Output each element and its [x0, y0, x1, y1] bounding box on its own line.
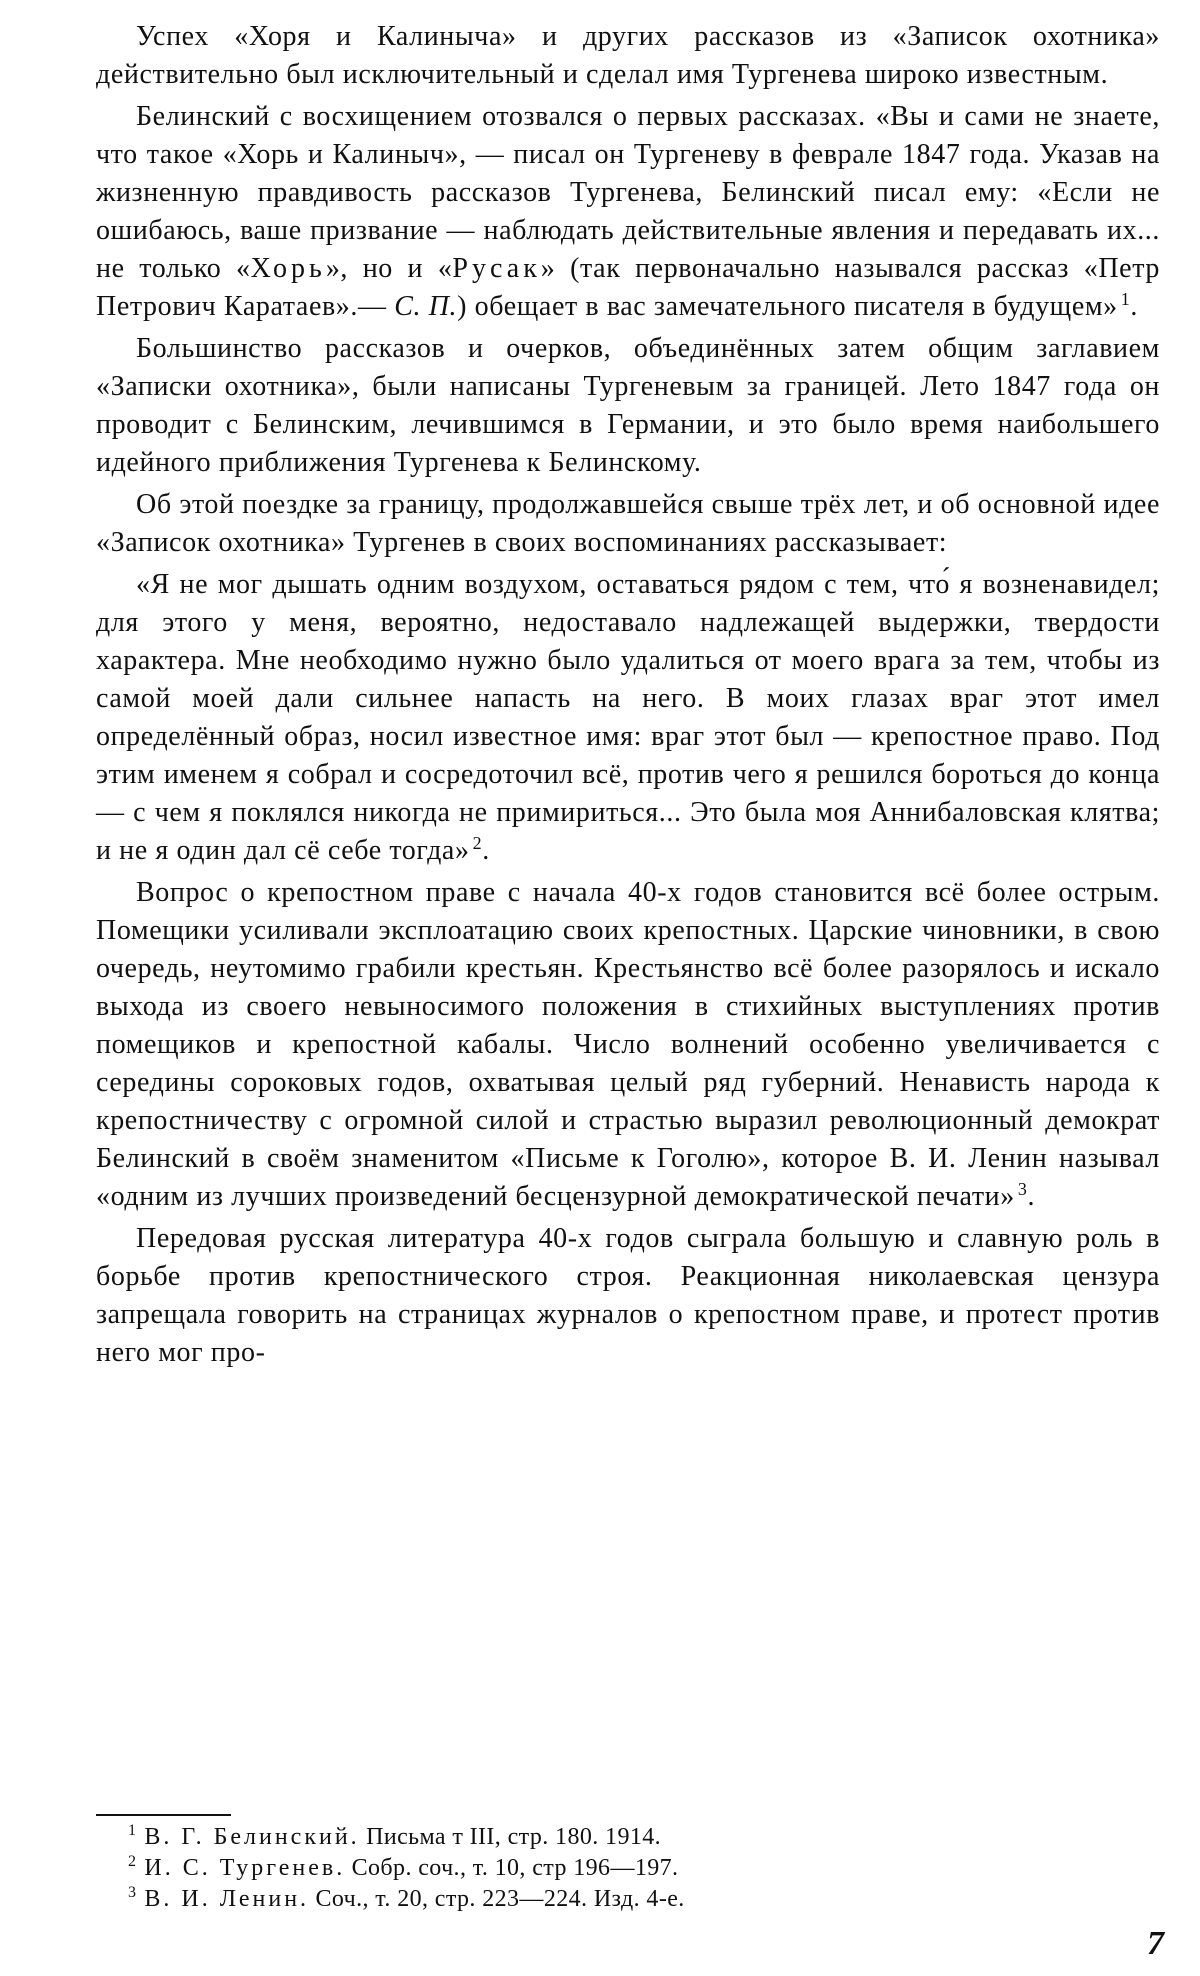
quotation-text: «Я не мог дышать одним воздухом, оставаться рядом с тем, что́ я возненавидел; для этого у меня, вероятно, недоставало надлежащей выдержки, твердости характера. Мне необходимо нужно было удалиться от моего врага за тем, чтобы из самой моей дали сильнее напасть на него. В моих глазах враг этот имел определённый образ, носил известное имя: враг этот был — крепостное право. Под этим именем я собрал и сосредоточил всё, против чего я решился бороться до конца — с чем я поклялся никогда не примириться... Это была моя Аннибаловская клятва; и не я один дал сё себе тогда» [96, 569, 1160, 866]
paragraph-2-text-before: Белинский с восхищением отозвался о первых рассказах. «Вы и сами не знаете, что такое «Хорь и Калиныч», — писал он Тургеневу в феврале 1847 года. Указав на жизненную правдивость рассказов Тургенева, Белинский писал ему: «Если не ошибаюсь, ваше призвание — наблюдать действительные явления и передавать их... не только « [96, 101, 1160, 284]
footnote-3 [128, 1884, 1128, 1915]
footnote-1-text: Письма т III, стр. 180. 1914. [366, 1824, 662, 1850]
footnote-ref-3[interactable]: 3 [1017, 1178, 1028, 1199]
paragraph-1-text: Успех «Хоря и Калиныча» и других рассказов из «Записок охотника» действительно был исключительный и сделал имя Тургенева широко известным. [96, 21, 1160, 90]
footnote-3-text: Соч., т. 20, стр. 223—224. Изд. 4-е. [315, 1886, 685, 1912]
paragraph-4 [96, 486, 1160, 562]
footnotes [128, 1822, 1128, 1915]
footnote-1-number: 1 [128, 1822, 137, 1839]
paragraph-2-text-after: » (так первоначально назывался рассказ «Петр Петрович Каратаев».— [96, 253, 1160, 322]
paragraph-2: Белинский с восхищением отозвался о первых рассказах. «Вы и сами не знаете, что такое «Хорь и Калиныч», — писал он Тургеневу в феврале 1847 года. Указав на жизненную правдивость рассказов Тургенева, Белинский писал ему: «Если не ошибаюсь, ваше призвание — наблюдать действительные явления и передавать их... не только «Хорь», но и «Русак» (так первоначально назывался рассказ «Петр Петрович Каратаев».— С. П.) обещает в вас замечательного писателя в будущем» $^1$. [96, 101, 1160, 322]
paragraph-4-text: Об этой поездке за границу, продолжавшейся свыше трёх лет, и об основной идее «Записок охотника» Тургенев в своих воспоминаниях рассказывает: [96, 489, 1160, 558]
paragraph-6: Вопрос о крепостном праве с начала 40-х годов становится всё более острым. Помещики усиливали эксплоатацию своих крепостных. Царские чиновники, в свою очередь, неутомимо грабили крестьян. Крестьянство всё более разорялось и искало выхода из своего невыносимого положения в стихийных выступлениях против помещиков и крепостной кабалы. Число волнений особенно увеличивается с середины сороковых годов, охватывая целый ряд губерний. Ненависть народа к крепостничеству с огромной силой и страстью выразил революционный демократ Белинский в своём знаменитом «Письме к Гоголю», которое В. И. Ленин называл «одним из лучших произведений бесцензурной демократической печати» $^3$. [96, 877, 1160, 1212]
spaced-word-rusak: Русак [452, 253, 541, 284]
footnote-3-author: В. И. Ленин. [144, 1886, 310, 1912]
footnote-1 [128, 1822, 1128, 1853]
footnote-2 [128, 1853, 1128, 1884]
paragraph-2-text-end: ) обещает в вас замечательного писателя в будущем» [457, 291, 1118, 322]
paragraph-6-text: Вопрос о крепостном праве с начала 40-х годов становится всё более острым. Помещики усиливали эксплоатацию своих крепостных. Царские чиновники, в свою очередь, неутомимо грабили крестьян. Крестьянство всё более разорялось и искало выхода из своего невыносимого положения в стихийных выступлениях против помещиков и крепостной кабалы. Число волнений особенно увеличивается с середины сороковых годов, охватывая целый ряд губерний. Ненависть народа к крепостничеству с огромной силой и страстью выразил революционный демократ Белинский в своём знаменитом «Письме к Гоголю», которое В. И. Ленин называл «одним из лучших произведений бесцензурной демократической печати» [96, 877, 1160, 1212]
footnote-2-text: Собр. соч., т. 10, стр 196—197. [351, 1855, 679, 1881]
footnote-2-number: 2 [128, 1853, 137, 1870]
paragraph-2-text-middle: », но и « [325, 253, 453, 284]
footnote-2-author: И. С. Тургенев. [144, 1855, 346, 1881]
page-body [96, 18, 1160, 1376]
paragraph-3 [96, 330, 1160, 482]
paragraph-3-text: Большинство рассказов и очерков, объединённых затем общим заглавием «Записки охотника», были написаны Тургеневым за границей. Лето 1847 года он проводит с Белинским, лечившимся в Германии, и это было время наибольшего идейного приближения Тургенева к Белинскому. [96, 333, 1160, 478]
quotation-paragraph: «Я не мог дышать одним воздухом, оставаться рядом с тем, что́ я возненавидел; для этого у меня, вероятно, недоставало надлежащей выдержки, твердости характера. Мне необходимо нужно было удалиться от моего врага за тем, чтобы из самой моей дали сильнее напасть на него. В моих глазах враг этот имел определённый образ, носил известное имя: враг этот был — крепостное право. Под этим именем я собрал и сосредоточил всё, против чего я решился бороться до конца — с чем я поклялся никогда не примириться... Это была моя Аннибаловская клятва; и не я один дал сё себе тогда» $^2$. [96, 569, 1160, 866]
footnote-ref-1[interactable]: 1 [1120, 288, 1131, 309]
paragraph-1 [96, 18, 1160, 94]
spaced-word-khor: Хорь [250, 253, 326, 284]
footnote-divider [96, 1814, 231, 1816]
paragraph-7 [96, 1220, 1160, 1372]
footnote-1-author: В. Г. Белинский. [144, 1824, 360, 1850]
footnote-ref-2[interactable]: 2 [472, 832, 483, 853]
page-number: 7 [1147, 1925, 1164, 1962]
editor-initials: С. П. [394, 291, 458, 322]
paragraph-7-text: Передовая русская литература 40-х годов сыграла большую и славную роль в борьбе против крепостнического строя. Реакционная николаевская цензура запрещала говорить на страницах журналов о крепостном праве, и протест против него мог про- [96, 1223, 1160, 1368]
footnote-3-number: 3 [128, 1884, 137, 1901]
